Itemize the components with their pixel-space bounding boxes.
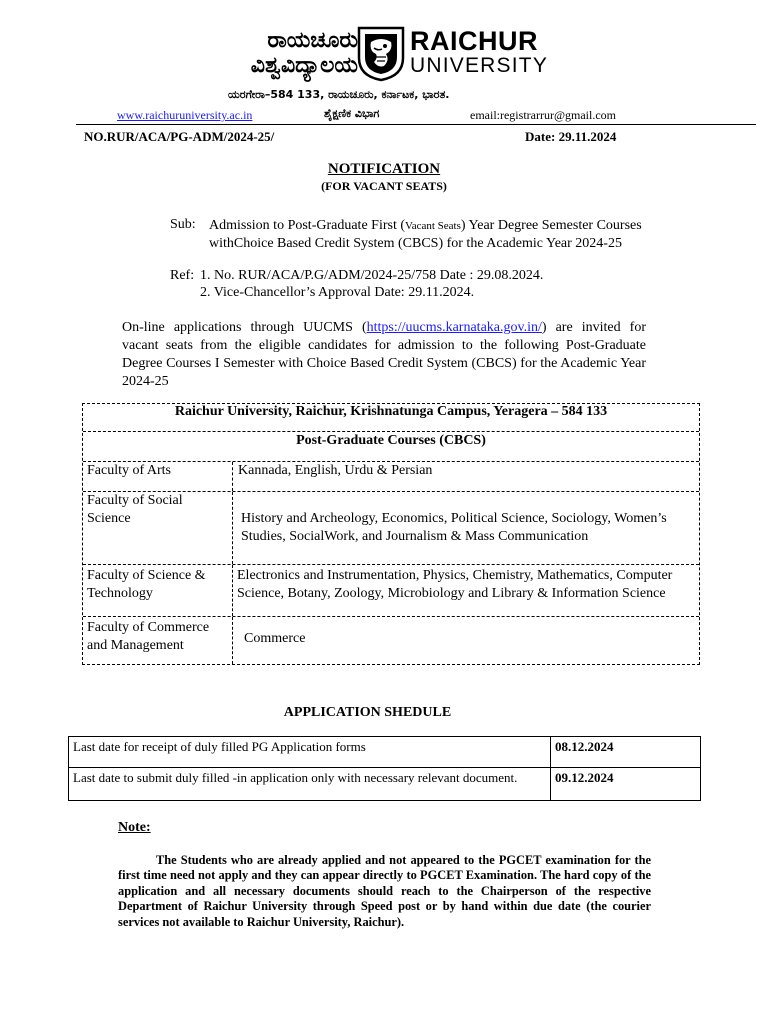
kannada-department: ಶೈಕ್ಷಣಿಕ ವಿಭಾಗ <box>324 107 380 120</box>
faculty-courses: Electronics and Instrumentation, Physics, Chemistry, Mathematics, Computer Science, Botany, Zoology, Microbiology and Library & Information Science <box>237 568 673 601</box>
intro-text-end: ) are invited for vacant seats from the eligible candidates for admission to the following Post-Graduate Degree Courses I Semester with Choice Based Credit System (CBCS) for the Academic Year 2024-25 <box>122 320 646 389</box>
note-label: Note: <box>118 820 151 835</box>
reference-item: 1. No. RUR/ACA/P.G/ADM/2024-25/758 Date : 29.08.2024. <box>200 268 544 283</box>
reference-number: NO.RUR/ACA/PG-ADM/2024-25/ <box>84 129 275 144</box>
faculty-row-science-technology <box>83 565 699 617</box>
schedule-description: Last date for receipt of duly filled PG Application forms <box>69 737 551 768</box>
note-text: The Students who are already applied and not appeared to the PGCET examination for the first time need not apply and they can appear directly to PGCET Examination. The hard copy of the application and all necessary documents should reach to the Chairperson of the respective Department of Raichur University through Speed post or by hand within due date (the courier services not available to Raichur University, Raichur). <box>118 853 651 929</box>
english-name-line1: RAICHUR <box>410 26 538 56</box>
notification-date: Date: 29.11.2024 <box>525 129 617 144</box>
faculty-name: Faculty of Science & Technology <box>83 565 233 616</box>
schedule-table <box>68 736 701 801</box>
campus-heading: Raichur University, Raichur, Krishnatunga Campus, Yeragera – 584 133 <box>174 404 608 419</box>
english-name-line2: UNIVERSITY <box>410 54 549 77</box>
schedule-title: APPLICATION SHEDULE <box>283 705 452 720</box>
reference-label: Ref: <box>170 268 195 283</box>
subject-label: Sub: <box>170 217 196 232</box>
table-row <box>69 768 701 801</box>
faculty-row-arts <box>83 462 699 492</box>
table-row <box>69 737 701 768</box>
uucms-link[interactable]: https://uucms.karnataka.gov.in/ <box>366 320 542 335</box>
subject-text-end: ) Year Degree Semester Courses withChoice Based Credit System (CBCS) for the Academic Year 2024-25 <box>209 218 642 251</box>
notification-subtitle: (FOR VACANT SEATS) <box>321 179 447 193</box>
kannada-name-line2: ವಿಶ್ವವಿದ್ಯಾಲಯ <box>250 53 358 78</box>
faculty-name: Faculty of Arts <box>83 462 233 491</box>
schedule-date: 08.12.2024 <box>551 737 701 768</box>
faculty-courses: History and Archeology, Economics, Political Science, Sociology, Women’s Studies, SocialWork, and Journalism & Mass Communication <box>241 511 667 544</box>
faculty-courses: Kannada, English, Urdu & Persian <box>238 463 433 478</box>
kannada-university-name <box>218 28 358 78</box>
kannada-name-line1: ರಾಯಚೂರು <box>267 28 358 53</box>
subject-text-small: Vacant Seats <box>405 220 461 232</box>
schedule-date: 09.12.2024 <box>551 768 701 801</box>
campus-heading-row <box>83 404 699 432</box>
website-link[interactable]: www.raichuruniversity.ac.in <box>117 108 253 122</box>
notification-title-wrap <box>0 161 768 178</box>
reference-item: 2. Vice-Chancellor’s Approval Date: 29.11.2024. <box>200 285 475 300</box>
faculty-name: Faculty of Commerce and Management <box>83 617 233 664</box>
courses-heading: Post-Graduate Courses (CBCS) <box>296 433 486 448</box>
faculty-row-commerce <box>83 617 699 664</box>
header-divider <box>76 124 756 125</box>
courses-heading-row <box>83 432 699 462</box>
schedule-description: Last date to submit duly filled -in application only with necessary relevant document. <box>69 768 551 801</box>
courses-table <box>82 403 700 665</box>
subject-text-start: Admission to Post-Graduate First ( <box>209 218 405 233</box>
intro-paragraph <box>122 319 646 391</box>
university-logo-icon <box>356 24 406 82</box>
notification-title: NOTIFICATION <box>327 161 441 177</box>
kannada-address: ಯರಗೇರಾ–584 133, ರಾಯಚೂರು, ಕರ್ನಾಟಕ, ಭಾರತ. <box>228 88 450 101</box>
email-address: email:registrarrur@gmail.com <box>470 108 616 122</box>
intro-text-start: On-line applications through UUCMS ( <box>122 320 367 335</box>
faculty-courses: Commerce <box>244 631 306 646</box>
faculty-name: Faculty of Social Science <box>83 492 233 564</box>
subject-text <box>209 217 649 252</box>
faculty-row-social-science <box>83 492 699 565</box>
